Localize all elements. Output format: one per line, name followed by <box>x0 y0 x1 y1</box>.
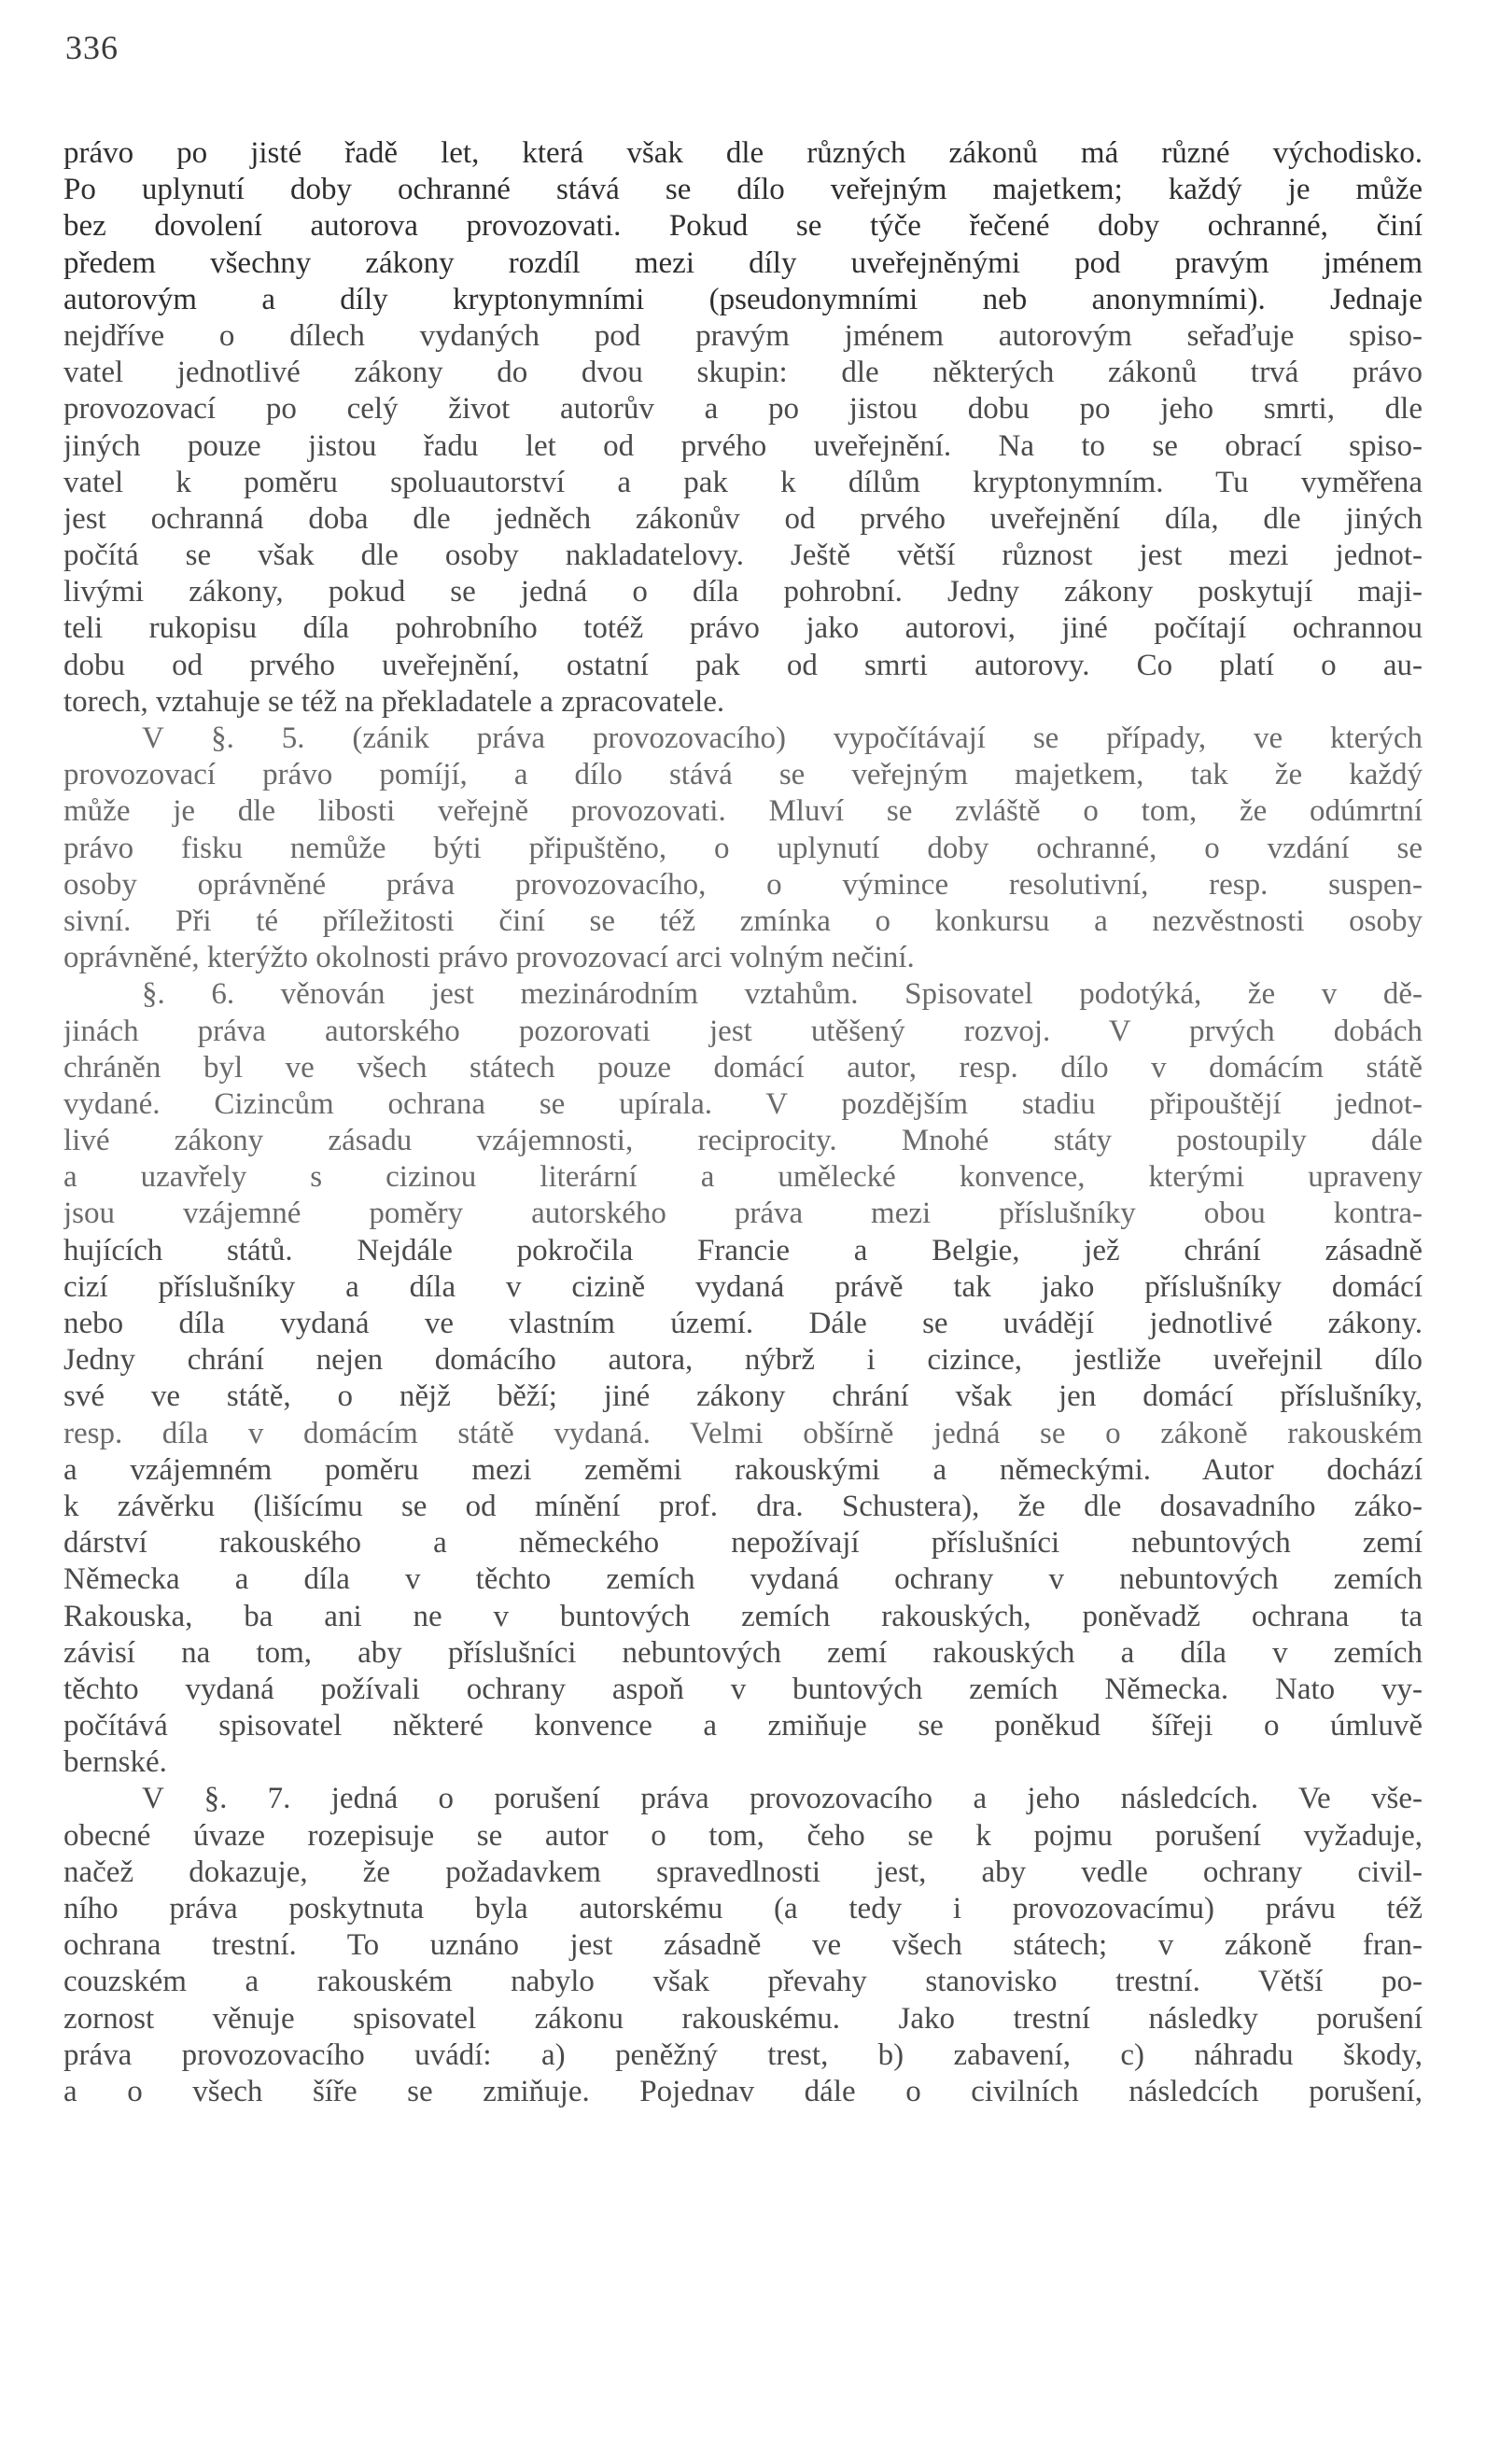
text-line: jsou vzájemné poměry autorského práva mezi příslušníky obou kontra- <box>63 1197 1423 1231</box>
text-line: právo fisku nemůže býti připuštěno, o uplynutí doby ochranné, o vzdání se <box>63 831 1423 865</box>
text-line: chráněn byl ve všech státech pouze domácí autor, resp. dílo v domácím státě <box>63 1050 1423 1085</box>
text-line: cizí příslušníky a díla v cizině vydaná právě tak jako příslušníky domácí <box>63 1269 1423 1304</box>
text-line: jinách práva autorského pozorovati jest utěšený rozvoj. V prvých dobách <box>63 1014 1423 1048</box>
text-line: nebo díla vydaná ve vlastním území. Dále se uvádějí jednotlivé zákony. <box>63 1307 1423 1340</box>
text-line: ochrana trestní. To uznáno jest zásadně ve všech státech; v zákoně fran- <box>63 1928 1423 1963</box>
text-line: své ve státě, o nějž běží; jiné zákony chrání však jen domácí příslušníky, <box>63 1379 1423 1414</box>
text-line: počítává spisovatel některé konvence a zmiňuje se poněkud šířeji o úmluvě <box>63 1709 1423 1743</box>
text-line: těchto vydaná požívali ochrany aspoň v buntových zemích Německa. Nato vy- <box>63 1672 1423 1706</box>
text-line: provozovací po celý život autorův a po jistou dobu po jeho smrti, dle <box>63 392 1423 427</box>
text-line: bernské. <box>63 1745 167 1780</box>
text-line: V §. 7. jedná o porušení práva provozovacího a jeho následcích. Ve vše- <box>142 1782 1423 1816</box>
text-line: zornost věnuje spisovatel zákonu rakouskému. Jako trestní následky porušení <box>63 2001 1423 2036</box>
text-line: nejdříve o dílech vydaných pod pravým jménem autorovým seřaďuje spiso- <box>63 318 1423 353</box>
text-line: livé zákony zásadu vzájemnosti, reciprocity. Mnohé státy postoupily dále <box>63 1124 1423 1158</box>
text-line: hujících států. Nejdále pokročila Francie a Belgie, jež chrání zásadně <box>63 1233 1423 1267</box>
text-line: načež dokazuje, že požadavkem spravedlnosti jest, aby vedle ochrany civil- <box>63 1855 1423 1889</box>
body-text <box>63 135 1423 2110</box>
text-line: a o všech šíře se zmiňuje. Pojednav dále o civilních následcích porušení, <box>63 2074 1423 2108</box>
text-line: resp. díla v domácím státě vydaná. Velmi obšírně jedná se o zákoně rakouském <box>63 1416 1423 1450</box>
text-line: jiných pouze jistou řadu let od prvého uveřejnění. Na to se obrací spiso- <box>63 428 1423 463</box>
text-line: závisí na tom, aby příslušníci nebuntových zemí rakouských a díla v zemích <box>63 1635 1423 1670</box>
text-line: sivní. Při té příležitosti činí se též zmínka o konkursu a nezvěstnosti osoby <box>63 903 1423 938</box>
text-line: předem všechny zákony rozdíl mezi díly uveřejněnými pod pravým jménem <box>63 245 1423 280</box>
page-number: 336 <box>65 29 119 66</box>
text-line: Po uplynutí doby ochranné stává se dílo veřejným majetkem; každý je může <box>63 173 1423 207</box>
text-line: livými zákony, pokud se jedná o díla pohrobní. Jedny zákony poskytují maji- <box>63 575 1423 609</box>
text-line: a uzavřely s cizinou literární a umělecké konvence, kterými upraveny <box>63 1160 1423 1195</box>
text-line: teli rukopisu díla pohrobního totéž právo jako autorovi, jiné počítají ochrannou <box>63 611 1423 646</box>
text-line: Jedny chrání nejen domácího autora, nýbrž i cizince, jestliže uveřejnil dílo <box>63 1343 1423 1378</box>
text-line: dárství rakouského a německého nepožívají příslušníci nebuntových zemí <box>63 1526 1423 1561</box>
text-line: dobu od prvého uveřejnění, ostatní pak od smrti autorovy. Co platí o au- <box>63 648 1423 682</box>
text-line: právo po jisté řadě let, která však dle různých zákonů má různé východisko. <box>63 136 1423 170</box>
text-line: Rakouska, ba ani ne v buntových zemích rakouských, poněvadž ochrana ta <box>63 1599 1423 1633</box>
text-line: osoby oprávněné práva provozovacího, o výmince resolutivní, resp. suspen- <box>63 867 1423 902</box>
text-line: práva provozovacího uvádí: a) peněžný trest, b) zabavení, c) náhradu škody, <box>63 2037 1423 2072</box>
text-line: torech, vztahuje se též na překladatele a zpracovatele. <box>63 684 725 719</box>
text-line: oprávněné, kterýžto okolnosti právo provozovací arci volným nečiní. <box>63 941 915 975</box>
text-line: autorovým a díly kryptonymními (pseudonymními neb anonymními). Jednaje <box>63 282 1423 316</box>
text-line: může je dle libosti veřejně provozovati. Mluví se zvláště o tom, že odúmrtní <box>63 794 1423 829</box>
text-line: §. 6. věnován jest mezinárodním vztahům. Spisovatel podotýká, že v dě- <box>142 977 1423 1012</box>
text-line: Německa a díla v těchto zemích vydaná ochrany v nebuntových zemích <box>63 1562 1423 1597</box>
text-line: vatel k poměru spoluautorství a pak k dílům kryptonymním. Tu vyměřena <box>63 465 1423 499</box>
text-line: couzském a rakouském nabylo však převahy stanovisko trestní. Větší po- <box>63 1965 1423 1999</box>
text-line: vydané. Cizincům ochrana se upírala. V pozdějším stadiu připouštějí jednot- <box>63 1086 1423 1121</box>
text-line: provozovací právo pomíjí, a dílo stává se veřejným majetkem, tak že každý <box>63 758 1423 792</box>
text-line: vatel jednotlivé zákony do dvou skupin: dle některých zákonů trvá právo <box>63 356 1423 390</box>
text-line: bez dovolení autorova provozovati. Pokud se týče řečené doby ochranné, činí <box>63 209 1423 244</box>
text-line: ního práva poskytnuta byla autorskému (a tedy i provozovacímu) právu též <box>63 1892 1423 1925</box>
text-line: V §. 5. (zánik práva provozovacího) vypočítávají se případy, ve kterých <box>142 721 1423 755</box>
text-line: a vzájemném poměru mezi zeměmi rakouskými a německými. Autor dochází <box>63 1452 1423 1487</box>
text-line: jest ochranná doba dle jedněch zákonův od prvého uveřejnění díla, dle jiných <box>63 501 1423 536</box>
text-line: počítá se však dle osoby nakladatelovy. Ještě větší různost jest mezi jednot- <box>63 539 1423 573</box>
text-line: k závěrku (lišícímu se od mínění prof. dra. Schustera), že dle dosavadního záko- <box>63 1489 1423 1523</box>
text-line: obecné úvaze rozepisuje se autor o tom, čeho se k pojmu porušení vyžaduje, <box>63 1818 1423 1853</box>
